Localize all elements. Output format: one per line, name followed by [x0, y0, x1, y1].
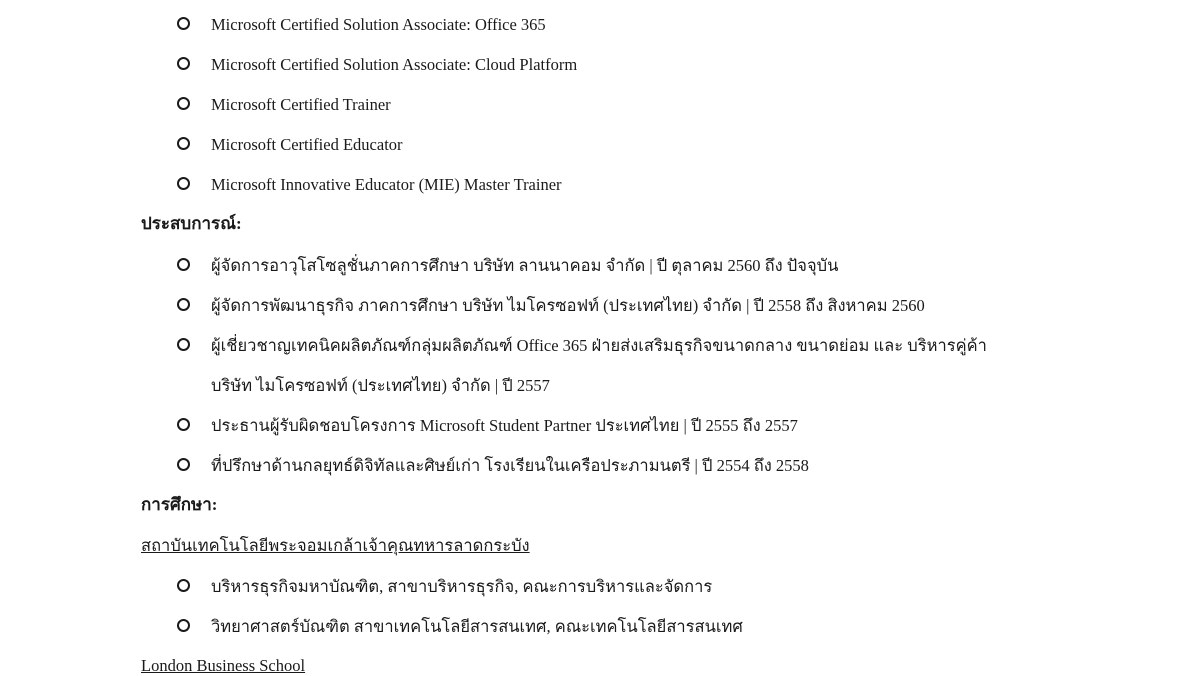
certification-text: Microsoft Certified Solution Associate: Cloud Platform — [211, 55, 578, 74]
list-item — [0, 95, 1100, 115]
hollow-bullet-icon — [177, 137, 190, 150]
certification-list — [0, 175, 1100, 195]
hollow-bullet-icon — [177, 338, 190, 351]
list-item — [0, 55, 1100, 75]
hollow-bullet-icon — [177, 177, 190, 190]
certification-list — [0, 95, 1100, 115]
education-heading: การศึกษา: — [141, 495, 218, 514]
hollow-bullet-icon — [177, 97, 190, 110]
list-item — [0, 456, 1100, 476]
list-item — [0, 15, 1100, 35]
hollow-bullet-icon — [177, 579, 190, 592]
institution-name: London Business School — [141, 656, 306, 675]
hollow-bullet-icon — [177, 258, 190, 271]
experience-list — [0, 456, 1100, 476]
experience-text: ผู้เชี่ยวชาญเทคนิคผลิตภัณฑ์กลุ่มผลิตภัณฑ์ Office 365 ฝ่ายส่งเสริมธุรกิจขนาดกลาง ขนาดย่อม และ บริหารคู่ค้า — [211, 336, 987, 355]
hollow-bullet-icon — [177, 298, 190, 311]
certification-text: Microsoft Certified Educator — [211, 135, 403, 154]
hollow-bullet-icon — [177, 619, 190, 632]
experience-list — [0, 296, 1100, 316]
certification-list — [0, 15, 1100, 35]
experience-text-continued: บริษัท ไมโครซอฟท์ (ประเทศไทย) จำกัด | ปี 2557 — [211, 376, 550, 395]
hollow-bullet-icon — [177, 17, 190, 30]
degree-list — [0, 617, 1100, 637]
certification-text: Microsoft Certified Solution Associate: Office 365 — [211, 15, 546, 34]
certification-text: Microsoft Innovative Educator (MIE) Master Trainer — [211, 175, 562, 194]
list-item — [0, 336, 1100, 396]
list-item — [0, 577, 1100, 597]
certification-text: Microsoft Certified Trainer — [211, 95, 391, 114]
list-item — [0, 135, 1100, 155]
hollow-bullet-icon — [177, 57, 190, 70]
list-item — [0, 416, 1100, 436]
experience-list — [0, 336, 1100, 396]
degree-text: วิทยาศาสตร์บัณฑิต สาขาเทคโนโลยีสารสนเทศ, คณะเทคโนโลยีสารสนเทศ — [211, 617, 743, 636]
hollow-bullet-icon — [177, 458, 190, 471]
degree-list — [0, 577, 1100, 597]
experience-heading: ประสบการณ์: — [141, 214, 242, 233]
experience-text: ที่ปรึกษาด้านกลยุทธ์ดิจิทัลและศิษย์เก่า โรงเรียนในเครือประภามนตรี | ปี 2554 ถึง 2558 — [211, 456, 809, 475]
certification-list — [0, 55, 1100, 75]
list-item — [0, 296, 1100, 316]
experience-text: ผู้จัดการพัฒนาธุรกิจ ภาคการศึกษา บริษัท ไมโครซอฟท์ (ประเทศไทย) จำกัด | ปี 2558 ถึง สิงหาคม 2560 — [211, 296, 925, 315]
list-item — [0, 256, 1100, 276]
experience-list — [0, 416, 1100, 436]
list-item — [0, 175, 1100, 195]
list-item — [0, 617, 1100, 637]
experience-text: ผู้จัดการอาวุโสโซลูชั่นภาคการศึกษา บริษัท ลานนาคอม จำกัด | ปี ตุลาคม 2560 ถึง ปัจจุบัน — [211, 256, 839, 275]
hollow-bullet-icon — [177, 418, 190, 431]
experience-list — [0, 256, 1100, 276]
institution-name: สถาบันเทคโนโลยีพระจอมเกล้าเจ้าคุณทหารลาดกระบัง — [141, 536, 530, 555]
experience-text: ประธานผู้รับผิดชอบโครงการ Microsoft Student Partner ประเทศไทย | ปี 2555 ถึง 2557 — [211, 416, 798, 435]
certification-list — [0, 135, 1100, 155]
degree-text: บริหารธุรกิจมหาบัณฑิต, สาขาบริหารธุรกิจ, คณะการบริหารและจัดการ — [211, 577, 713, 596]
